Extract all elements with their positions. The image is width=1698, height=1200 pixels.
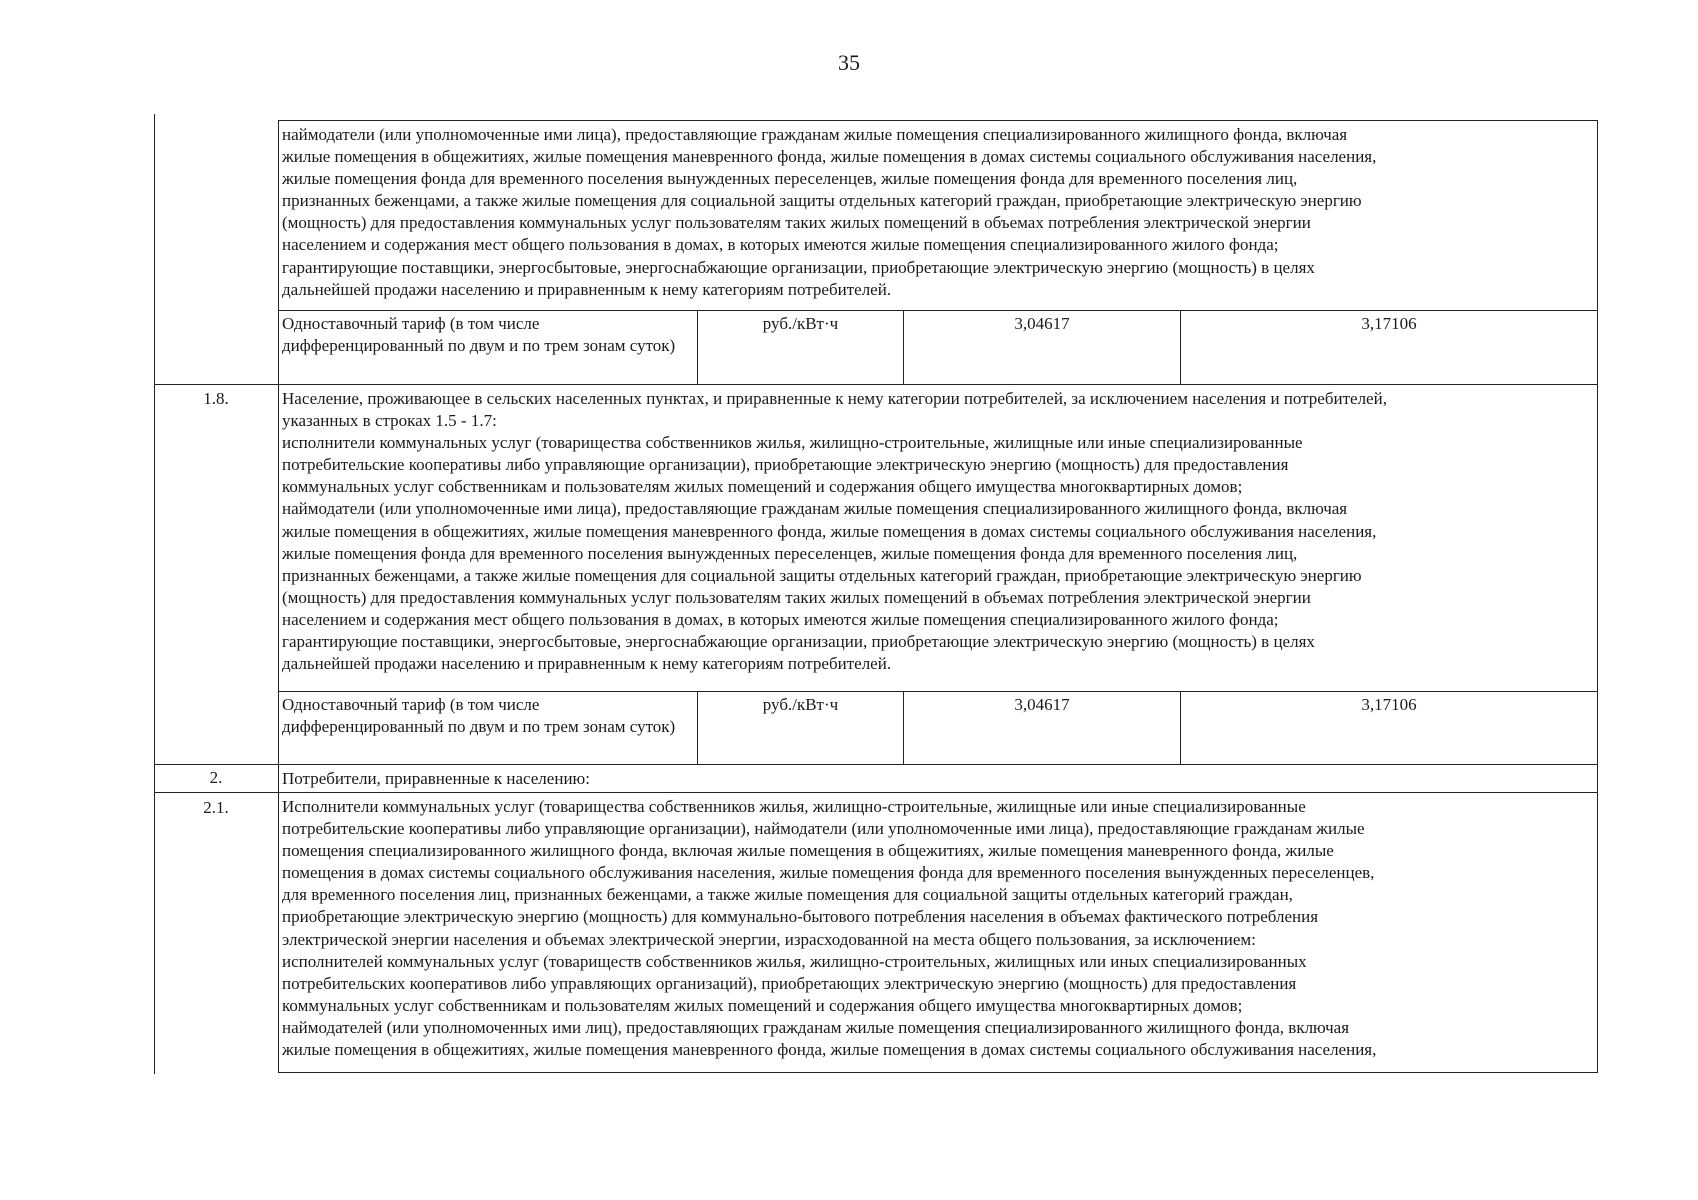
tariff-value-1: 3,04617 [903,692,1180,764]
row-number-1-8: 1.8. [203,389,229,408]
tariff-unit: руб./кВт·ч [697,311,903,384]
table-left-border [154,114,155,1074]
row-1-8-text-cell [278,384,1598,691]
text-line: коммунальных услуг собственникам и пользователям жилых помещений и содержания общего имущества многоквартирных домов; [282,995,1243,1015]
text-line: населением и содержания мест общего пользования в домах, в которых имеются жилые помещения специализированного жилого фонда; [282,609,1279,629]
text-line: указанных в строках 1.5 - 1.7: [282,411,497,431]
text-line: жилые помещения в общежитиях, жилые помещения маневренного фонда, жилые помещения в домах системы социального обслуживания населения, [282,147,1377,167]
text-line: (мощность) для предоставления коммунальных услуг пользователям таких жилых помещений в объемах потребления электрической энергии [282,213,1311,233]
text-line: наймодателей (или уполномоченных ими лиц), предоставляющих гражданам жилые помещения специализированного жилищного фонда, включая [282,1017,1350,1037]
table-bottom-border [278,1072,1598,1073]
row-2-1-text-cell [278,792,1598,1072]
text-line: электрической энергии населения и объемах электрической энергии, израсходованной на места общего пользования, за исключением: [282,929,1256,949]
row-2-text-cell [278,764,1598,792]
tariff-row-continuation [278,310,1598,384]
text-line: для временного поселения лиц, признанных беженцами, а также жилые помещения для социальной защиты отдельных категорий граждан, [282,885,1293,905]
text-line: населением и содержания мест общего пользования в домах, в которых имеются жилые помещения специализированного жилого фонда; [282,235,1279,255]
text-line: потребительские кооперативы либо управляющие организации), наймодатели (или уполномоченные ими лица), предоставляющие гражданам жилые [282,819,1365,839]
text-line: помещения в домах системы социального обслуживания населения, жилые помещения фонда для временного поселения вынужденных переселенцев, [282,863,1375,883]
continuation-text-cell [278,120,1598,310]
tariff-name: Одноставочный тариф (в том числе дифференцированный по двум и по трем зонам суток) [282,314,676,355]
tariff-value-2: 3,17106 [1180,692,1597,764]
text-line: жилые помещения фонда для временного поселения вынужденных переселенцев, жилые помещения фонда для временного поселения лиц, [282,543,1298,563]
text-line: помещения специализированного жилищного фонда, включая жилые помещения в общежитиях, жилые помещения маневренного фонда, жилые [282,841,1334,861]
tariff-name: Одноставочный тариф (в том числе дифференцированный по двум и по трем зонам суток) [282,695,676,736]
text-line: жилые помещения в общежитиях, жилые помещения маневренного фонда, жилые помещения в домах системы социального обслуживания населения, [282,1040,1377,1060]
text-line: приобретающие электрическую энергию (мощность) для коммунально-бытового потребления населения в объемах фактического потребления [282,907,1319,927]
text-line: признанных беженцами, а также жилые помещения для социальной защиты отдельных категорий граждан, приобретающие электрическую энергию [282,565,1362,585]
text-line: Исполнители коммунальных услуг (товарищества собственников жилья, жилищно-строительные, жилищные или иные специализированные [282,797,1306,816]
text-line: наймодатели (или уполномоченные ими лица), предоставляющие гражданам жилые помещения специализированного жилищного фонда, включая [282,499,1348,519]
text-line: Население, проживающее в сельских населенных пунктах, и приравненные к нему категории потребителей, за исключением населения и потребителей, [282,389,1387,408]
tariff-row-1-8 [278,691,1598,764]
text-line: потребительских кооперативов либо управляющих организаций), приобретающих электрическую энергию (мощность) для предоставления [282,973,1297,993]
text-line: признанных беженцами, а также жилые помещения для социальной защиты отдельных категорий граждан, приобретающие электрическую энергию [282,191,1362,211]
text-line: Потребители, приравненные к населению: [282,769,590,788]
text-line: гарантирующие поставщики, энергосбытовые, энергоснабжающие организации, приобретающие электрическую энергию (мощность) в целях [282,257,1315,277]
text-line: гарантирующие поставщики, энергосбытовые, энергоснабжающие организации, приобретающие электрическую энергию (мощность) в целях [282,632,1315,652]
page-number: 35 [838,50,860,75]
text-line: (мощность) для предоставления коммунальных услуг пользователям таких жилых помещений в объемах потребления электрической энергии [282,587,1311,607]
text-line: дальнейшей продажи населению и приравненным к нему категориям потребителей. [282,654,892,674]
text-line: жилые помещения фонда для временного поселения вынужденных переселенцев, жилые помещения фонда для временного поселения лиц, [282,169,1298,189]
row-number-2-1: 2.1. [203,798,229,817]
tariff-value-1: 3,04617 [903,311,1180,384]
text-line: коммунальных услуг собственникам и пользователям жилых помещений и содержания общего имущества многоквартирных домов; [282,477,1243,497]
tariff-value-2: 3,17106 [1180,311,1597,384]
text-line: исполнители коммунальных услуг (товарищества собственников жилья, жилищно-строительные, жилищные или иные специализированные [282,433,1303,453]
text-line: наймодатели (или уполномоченные ими лица), предоставляющие гражданам жилые помещения специализированного жилищного фонда, включая [282,125,1348,144]
text-line: потребительские кооперативы либо управляющие организации), приобретающие электрическую энергию (мощность) для предоставления [282,455,1289,475]
text-line: исполнителей коммунальных услуг (товариществ собственников жилья, жилищно-строительных, жилищных или иных специализированных [282,951,1307,971]
text-line: жилые помещения в общежитиях, жилые помещения маневренного фонда, жилые помещения в домах системы социального обслуживания населения, [282,521,1377,541]
row-number-2: 2. [209,768,223,787]
tariff-unit: руб./кВт·ч [697,692,903,764]
text-line: дальнейшей продажи населению и приравненным к нему категориям потребителей. [282,279,892,299]
